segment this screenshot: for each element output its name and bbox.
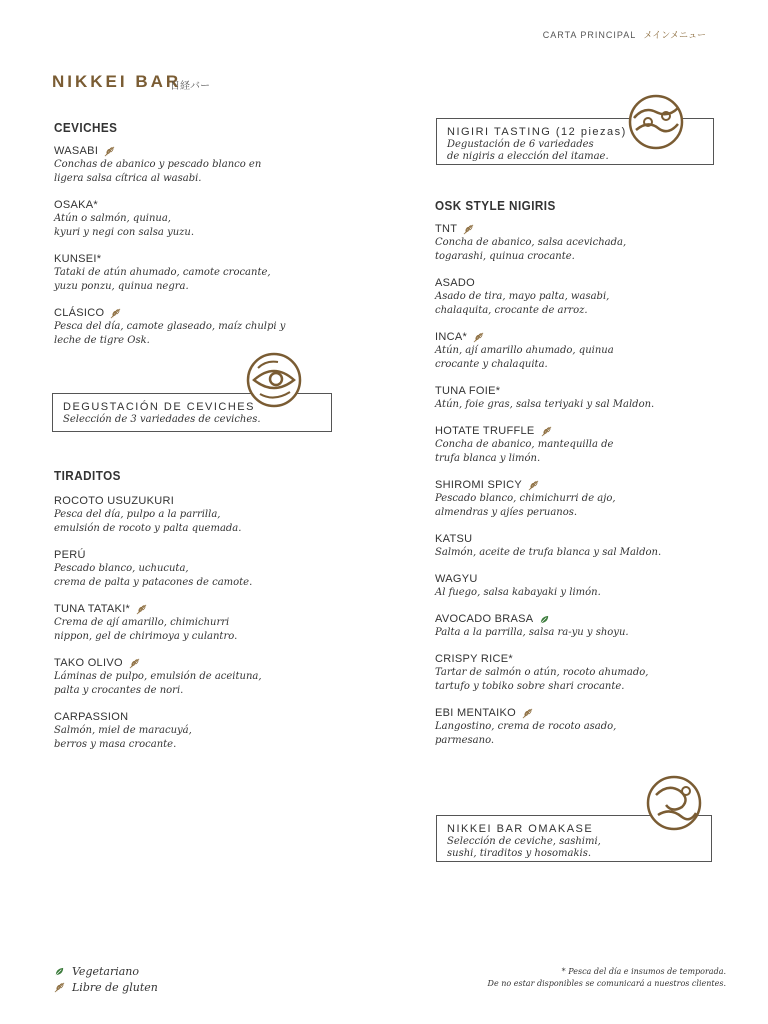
menu-item <box>54 656 374 698</box>
ceviche-tasting-desc: Selección de 3 variedades de ceviches. <box>63 414 261 425</box>
menu-item-desc: Langostino, crema de rocoto asado, parmesano. <box>435 721 617 746</box>
menu-item <box>435 424 755 466</box>
legend <box>54 963 158 995</box>
menu-item <box>54 494 374 536</box>
brand-title: NIKKEI BAR <box>52 72 182 91</box>
menu-item <box>435 276 755 318</box>
menu-item <box>435 222 755 264</box>
menu-item-name-text: HOTATE TRUFFLE <box>435 425 535 437</box>
menu-section-label-jp: メインメニュー <box>643 30 706 40</box>
menu-item-name-text: KATSU <box>435 533 473 545</box>
menu-item-name <box>435 532 755 546</box>
menu-item-name <box>54 144 374 158</box>
menu-item-name-text: WAGYU <box>435 573 478 585</box>
menu-item-name-text: AVOCADO BRASA <box>435 613 534 625</box>
menu-item-name-text: SHIROMI SPICY <box>435 479 523 491</box>
menu-section-label-text: CARTA PRINCIPAL <box>542 30 636 40</box>
gluten-free-icon <box>528 480 538 490</box>
legend-gluten-free-label: Libre de gluten <box>72 980 158 994</box>
menu-item-desc: Asado de tira, mayo palta, wasabi, chalaquita, crocante de arroz. <box>435 291 610 316</box>
menu-item-name <box>435 478 755 492</box>
menu-item-name-text: EBI MENTAIKO <box>435 707 517 719</box>
menu-item-desc: Salmón, miel de maracuyá, berros y masa crocante. <box>54 725 192 750</box>
menu-item <box>435 478 755 520</box>
menu-item-desc: Pesca del día, pulpo a la parrilla, emulsión de rocoto y palta quemada. <box>54 509 242 534</box>
menu-item <box>54 306 374 348</box>
menu-item-name <box>54 710 374 724</box>
menu-item-name <box>435 706 755 720</box>
menu-item-name <box>435 330 755 344</box>
legend-vegetarian-label: Vegetariano <box>72 964 140 978</box>
menu-item-name-text: ASADO <box>435 277 476 289</box>
legend-gluten-free <box>54 979 158 995</box>
menu-item-desc: Tartar de salmón o atún, rocoto ahumado, tartufo y tobiko sobre shari crocante. <box>435 667 649 692</box>
menu-item-desc: Pescado blanco, chimichurri de ajo, almendras y ajíes peruanos. <box>435 493 616 518</box>
menu-item <box>54 198 374 240</box>
gluten-free-icon <box>136 604 146 614</box>
gluten-free-icon <box>473 332 483 342</box>
menu-item-name-text: OSAKA* <box>54 199 98 211</box>
gluten-free-icon <box>522 708 532 718</box>
footnote <box>488 966 726 990</box>
menu-item-name-text: CLÁSICO <box>54 307 105 319</box>
nigiri-tasting-title: NIGIRI TASTING (12 piezas) <box>447 126 627 138</box>
menu-item-desc: Pesca del día, camote glaseado, maíz chulpi y leche de tigre Osk. <box>54 321 286 346</box>
swirl-seal-icon <box>646 775 702 831</box>
menu-item-name <box>54 252 374 266</box>
menu-item-name <box>54 494 374 508</box>
menu-item-name-text: WASABI <box>54 145 99 157</box>
menu-item-desc: Concha de abanico, mantequilla de trufa blanca y limón. <box>435 439 614 464</box>
menu-item-desc: Concha de abanico, salsa acevichada, togarashi, quinua crocante. <box>435 237 627 262</box>
menu-item-name <box>54 548 374 562</box>
gluten-free-icon <box>110 308 120 318</box>
menu-item-desc: Al fuego, salsa kabayaki y limón. <box>435 587 601 598</box>
eye-seal-icon <box>246 352 302 408</box>
footnote-line-1: * Pesca del día e insumos de temporada. <box>561 967 726 976</box>
menu-item-name-text: CRISPY RICE* <box>435 653 513 665</box>
menu-item-desc: Atún, ají amarillo ahumado, quinua crocante y chalaquita. <box>435 345 614 370</box>
menu-section-label <box>543 28 706 41</box>
menu-item <box>435 330 755 372</box>
vegetarian-icon <box>539 614 549 624</box>
gluten-free-icon <box>129 658 139 668</box>
menu-item <box>435 532 755 560</box>
brand-title-jp: 日経バー <box>170 81 210 92</box>
menu-item <box>54 710 374 752</box>
menu-item-name-text: KUNSEI* <box>54 253 102 265</box>
footnote-line-2: De no estar disponibles se comunicará a nuestros clientes. <box>487 979 726 988</box>
menu-item-name <box>54 602 374 616</box>
menu-item <box>435 706 755 748</box>
gluten-free-icon <box>54 982 64 992</box>
menu-item-name-text: TUNA TATAKI* <box>54 603 131 615</box>
menu-item-desc: Salmón, aceite de trufa blanca y sal Maldon. <box>435 547 662 558</box>
omakase-desc: Selección de ceviche, sashimi, sushi, tiraditos y hosomakis. <box>447 836 601 859</box>
omakase-title: NIKKEI BAR OMAKASE <box>447 823 594 835</box>
menu-item-name-text: ROCOTO USUZUKURI <box>54 495 175 507</box>
gluten-free-icon <box>463 224 473 234</box>
menu-item <box>54 548 374 590</box>
tiraditos-title: TIRADITOS <box>54 468 121 483</box>
menu-item-desc: Conchas de abanico y pescado blanco en ligera salsa cítrica al wasabi. <box>54 159 262 184</box>
menu-item-desc: Crema de ají amarillo, chimichurri nippon, gel de chirimoya y culantro. <box>54 617 238 642</box>
menu-item-desc: Atún, foie gras, salsa teriyaki y sal Maldon. <box>435 399 655 410</box>
ceviche-tasting-title: DEGUSTACIÓN DE CEVICHES <box>63 401 255 413</box>
menu-item-name <box>435 572 755 586</box>
wave-seal-icon <box>628 94 684 150</box>
vegetarian-icon <box>54 966 64 976</box>
gluten-free-icon <box>104 146 114 156</box>
nigiri-tasting-desc: Degustación de 6 variedades de nigiris a elección del itamae. <box>447 139 609 162</box>
menu-item <box>54 252 374 294</box>
menu-item-name-text: TNT <box>435 223 458 235</box>
menu-item-name-text: TAKO OLIVO <box>54 657 123 669</box>
osk-nigiris-title: OSK STYLE NIGIRIS <box>435 198 556 213</box>
menu-item-desc: Atún o salmón, quinua, kyuri y negi con salsa yuzu. <box>54 213 195 238</box>
legend-vegetarian <box>54 963 158 979</box>
menu-item-name <box>54 198 374 212</box>
menu-item-name-text: PERÚ <box>54 549 86 561</box>
menu-item-name-text: TUNA FOIE* <box>435 385 501 397</box>
menu-item <box>435 572 755 600</box>
menu-item-name <box>435 612 755 626</box>
gluten-free-icon <box>541 426 551 436</box>
menu-item-name-text: CARPASSION <box>54 711 129 723</box>
menu-item <box>54 602 374 644</box>
menu-item-name <box>435 424 755 438</box>
menu-item <box>435 652 755 694</box>
menu-item-name <box>435 652 755 666</box>
menu-item-name-text: INCA* <box>435 331 468 343</box>
menu-item-name <box>54 306 374 320</box>
menu-item-name <box>435 384 755 398</box>
ceviches-title: CEVICHES <box>54 120 118 135</box>
menu-item-name <box>435 276 755 290</box>
menu-item <box>435 384 755 412</box>
menu-item-desc: Láminas de pulpo, emulsión de aceituna, palta y crocantes de nori. <box>54 671 262 696</box>
menu-item-desc: Pescado blanco, uchucuta, crema de palta y patacones de camote. <box>54 563 253 588</box>
menu-item <box>435 612 755 640</box>
menu-item-desc: Tataki de atún ahumado, camote crocante, yuzu ponzu, quinua negra. <box>54 267 271 292</box>
menu-item-name <box>54 656 374 670</box>
menu-item-name <box>435 222 755 236</box>
menu-item-desc: Palta a la parrilla, salsa ra-yu y shoyu. <box>435 627 629 638</box>
menu-item <box>54 144 374 186</box>
